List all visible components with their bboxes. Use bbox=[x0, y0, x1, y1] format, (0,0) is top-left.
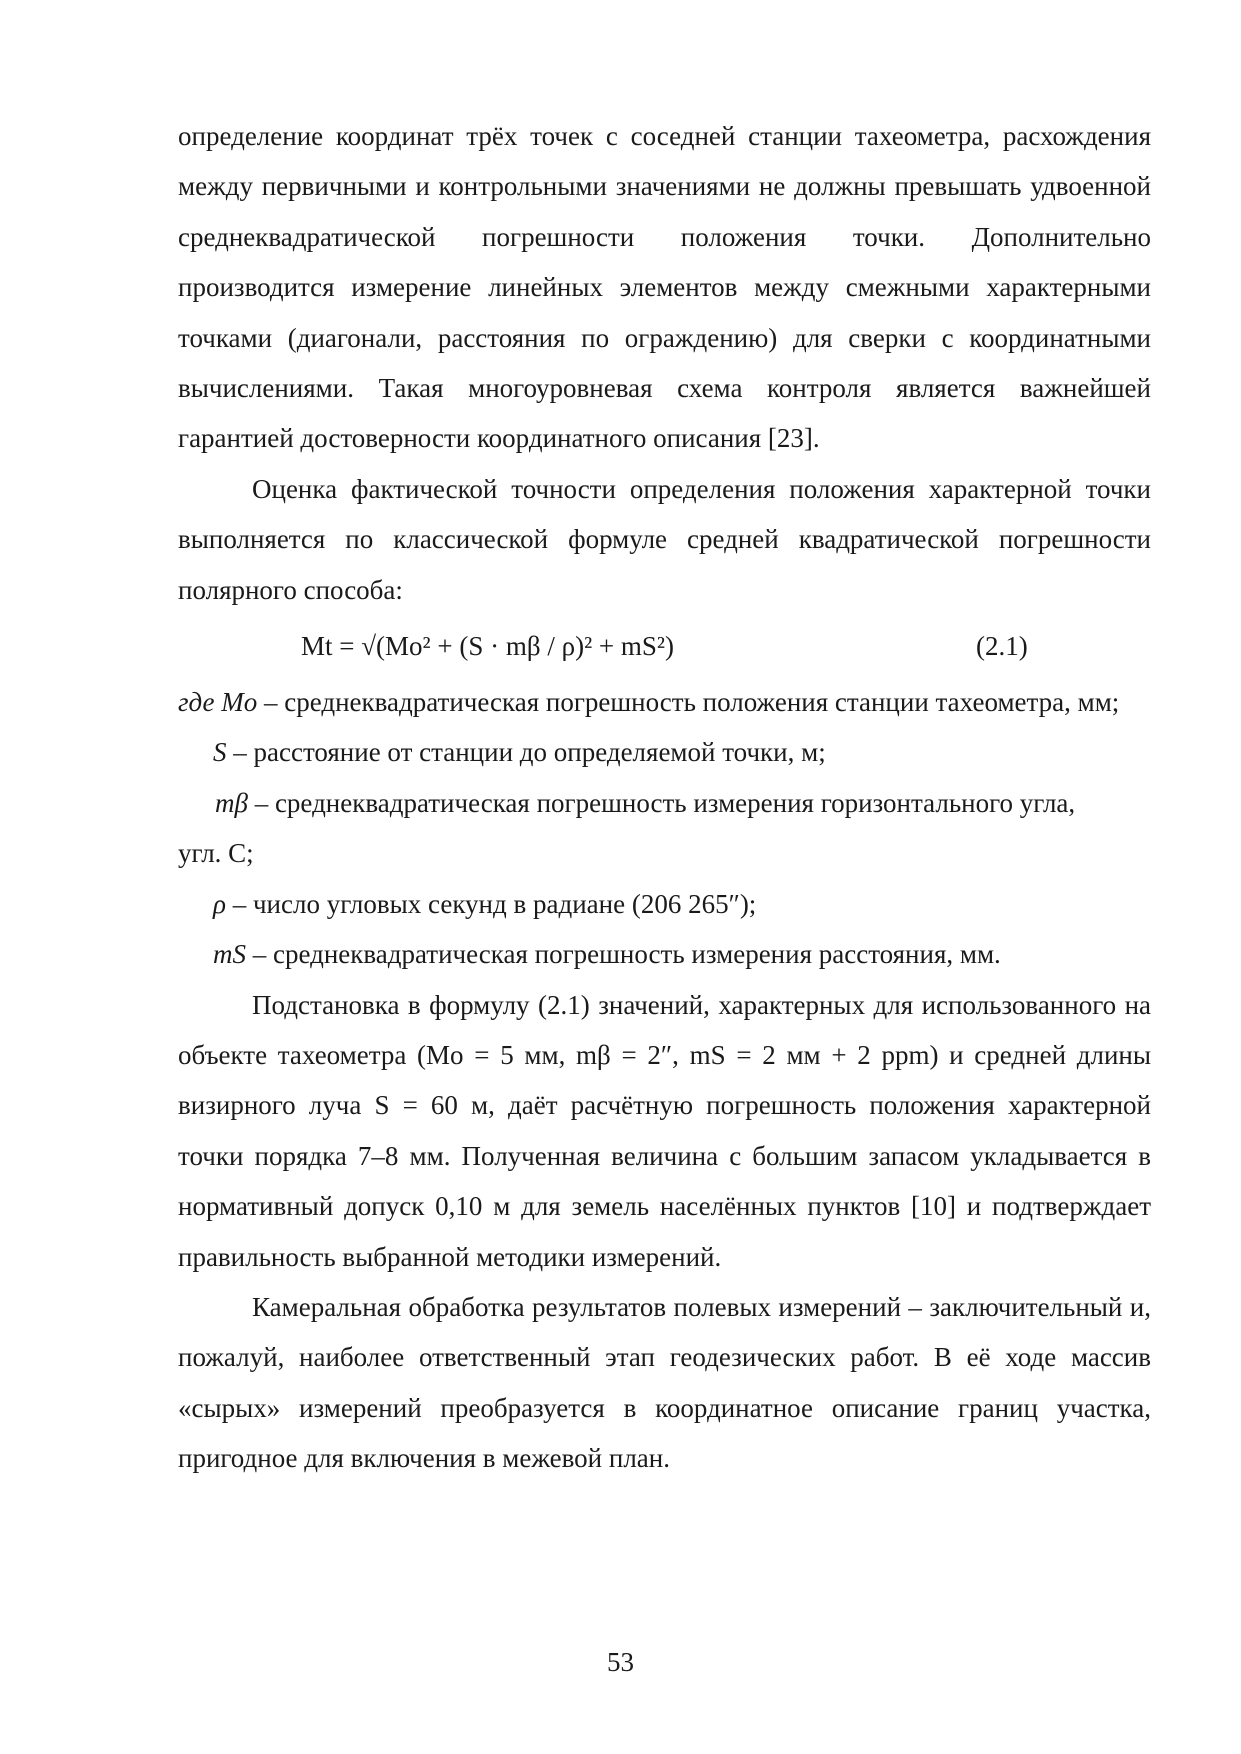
definition-mo bbox=[178, 677, 1151, 727]
paragraph-substitution: Подстановка в формулу (2.1) значений, характерных для использованного на объекте тахеометра (Mo = 5 мм, mβ = 2″, mS = 2 мм + 2 ppm) и средней длины визирного луча S = 60 м, даёт расчётную погрешность положения характерной точки порядка 7–8 мм. Полученная величина с большим запасом укладывается в нормативный допуск 0,10 м для земель населённых пунктов [10] и подтверждает правильность выбранной методики измерений. bbox=[178, 989, 1151, 1272]
definition-where-lead: где Mo bbox=[178, 687, 258, 718]
formula-block bbox=[178, 615, 1151, 677]
definition-ms-symbol: mS bbox=[213, 939, 246, 970]
definition-rho-symbol: ρ bbox=[213, 888, 226, 919]
definition-ms bbox=[178, 929, 1151, 979]
definition-mb-continuation: угл. С; bbox=[178, 838, 254, 869]
definition-mo-text: – среднеквадратическая погрешность положения станции тахеометра, мм; bbox=[257, 687, 1120, 718]
definition-rho-text: – число угловых секунд в радиане (206 265″); bbox=[225, 888, 757, 919]
formula-number: (2.1) bbox=[976, 631, 1028, 662]
paragraph-accuracy-estimate: Оценка фактической точности определения положения характерной точки выполняется по классической формуле средней квадратической погрешности полярного способа: bbox=[178, 473, 1151, 605]
paragraph-control-scheme: определение координат трёх точек с соседней станции тахеометра, расхождения между первичными и контрольными значениями не должны превышать удвоенной среднеквадратической погрешности положения точки. Дополнительно производится измерение линейных элементов между смежными характерными точками (диагонали, расстояния по ограждению) для сверки с координатными вычислениями. Такая многоуровневая схема контроля является важнейшей гарантией достоверности координатного описания [23]. bbox=[178, 121, 1151, 454]
paragraph-office-processing: Камеральная обработка результатов полевых измерений – заключительный и, пожалуй, наиболее ответственный этап геодезических работ. В её ходе массив «сырых» измерений преобразуется в координатное описание границ участка, пригодное для включения в межевой план. bbox=[178, 1291, 1151, 1474]
definition-rho bbox=[178, 879, 1151, 929]
definition-s bbox=[178, 727, 1151, 777]
definition-ms-text: – среднеквадратическая погрешность измерения расстояния, мм. bbox=[246, 939, 1001, 970]
formula-expression: Mt = √(Mo² + (S · mβ / ρ)² + mS²) bbox=[301, 631, 675, 662]
definition-mb bbox=[178, 778, 1151, 828]
definition-s-text: – расстояние от станции до определяемой точки, м; bbox=[226, 737, 826, 768]
definition-mb-text: – среднеквадратическая погрешность измерения горизонтального угла, bbox=[247, 787, 1076, 818]
definition-mb-symbol: mβ bbox=[215, 787, 248, 818]
page-number: 53 bbox=[607, 1647, 634, 1677]
definition-s-symbol: S bbox=[213, 737, 227, 768]
document-page bbox=[178, 111, 1151, 1484]
